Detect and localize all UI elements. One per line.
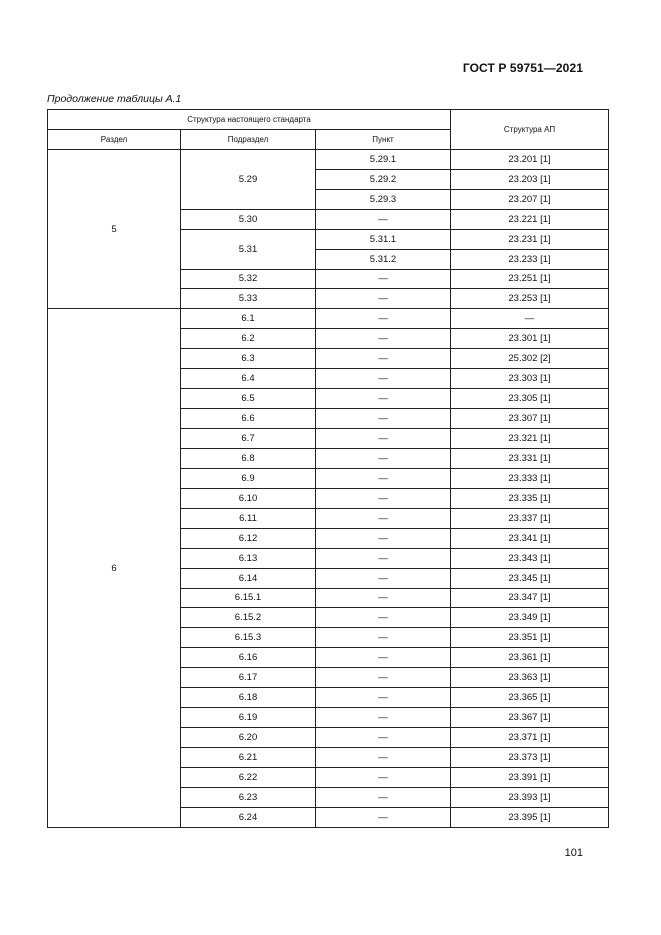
item-cell: — <box>316 448 451 468</box>
subsection-cell: 6.21 <box>181 748 316 768</box>
ap-cell: 23.203 [1] <box>451 169 609 189</box>
ap-cell: 23.365 [1] <box>451 688 609 708</box>
subsection-cell: 6.23 <box>181 787 316 807</box>
ap-cell: 23.361 [1] <box>451 648 609 668</box>
subsection-cell: 6.13 <box>181 548 316 568</box>
ap-cell: 23.251 [1] <box>451 269 609 289</box>
subsection-cell: 6.2 <box>181 329 316 349</box>
subsection-cell: 6.11 <box>181 508 316 528</box>
item-cell: — <box>316 309 451 329</box>
subsection-cell: 6.3 <box>181 349 316 369</box>
ap-cell: 23.371 [1] <box>451 728 609 748</box>
item-cell: — <box>316 767 451 787</box>
item-cell: — <box>316 588 451 608</box>
subsection-cell: 6.16 <box>181 648 316 668</box>
item-cell: — <box>316 648 451 668</box>
subsection-cell: 6.20 <box>181 728 316 748</box>
subsection-cell: 6.9 <box>181 468 316 488</box>
ap-cell: 23.335 [1] <box>451 488 609 508</box>
ap-cell: 23.305 [1] <box>451 389 609 409</box>
item-cell: 5.31.1 <box>316 229 451 249</box>
correspondence-table <box>47 109 609 828</box>
item-cell: — <box>316 409 451 429</box>
item-cell: — <box>316 488 451 508</box>
item-cell: — <box>316 269 451 289</box>
col-header-ap: Структура АП <box>451 110 609 150</box>
item-cell: — <box>316 429 451 449</box>
group-header: Структура настоящего стандарта <box>48 110 451 130</box>
item-cell: — <box>316 728 451 748</box>
ap-cell: 23.201 [1] <box>451 149 609 169</box>
item-cell: — <box>316 369 451 389</box>
item-cell: — <box>316 329 451 349</box>
ap-cell: 25.302 [2] <box>451 349 609 369</box>
ap-cell: 23.253 [1] <box>451 289 609 309</box>
table-row <box>48 309 609 329</box>
item-cell: — <box>316 528 451 548</box>
ap-cell: 23.307 [1] <box>451 409 609 429</box>
ap-cell: 23.221 [1] <box>451 209 609 229</box>
table-row <box>48 149 609 169</box>
table-caption: Продолжение таблицы А.1 <box>47 93 182 105</box>
item-cell: — <box>316 628 451 648</box>
subsection-cell: 6.12 <box>181 528 316 548</box>
item-cell: — <box>316 708 451 728</box>
ap-cell: 23.373 [1] <box>451 748 609 768</box>
ap-cell: 23.345 [1] <box>451 568 609 588</box>
subsection-cell: 6.15.2 <box>181 608 316 628</box>
ap-cell: 23.321 [1] <box>451 429 609 449</box>
subsection-cell: 6.19 <box>181 708 316 728</box>
subsection-cell: 5.29 <box>181 149 316 209</box>
subsection-cell: 6.8 <box>181 448 316 468</box>
ap-cell: 23.303 [1] <box>451 369 609 389</box>
item-cell: — <box>316 389 451 409</box>
subsection-cell: 6.15.3 <box>181 628 316 648</box>
ap-cell: 23.395 [1] <box>451 807 609 827</box>
ap-cell: 23.393 [1] <box>451 787 609 807</box>
item-cell: 5.29.2 <box>316 169 451 189</box>
item-cell: — <box>316 668 451 688</box>
section-cell: 6 <box>48 309 181 827</box>
ap-cell: 23.207 [1] <box>451 189 609 209</box>
section-cell: 5 <box>48 149 181 309</box>
subsection-cell: 6.15.1 <box>181 588 316 608</box>
subsection-cell: 6.18 <box>181 688 316 708</box>
col-header-item: Пункт <box>316 129 451 149</box>
subsection-cell: 6.14 <box>181 568 316 588</box>
ap-cell: 23.231 [1] <box>451 229 609 249</box>
subsection-cell: 5.33 <box>181 289 316 309</box>
ap-cell: 23.337 [1] <box>451 508 609 528</box>
col-header-subsection: Подраздел <box>181 129 316 149</box>
standard-code: ГОСТ Р 59751—2021 <box>462 61 583 75</box>
item-cell: — <box>316 349 451 369</box>
ap-cell: 23.391 [1] <box>451 767 609 787</box>
item-cell: — <box>316 508 451 528</box>
subsection-cell: 6.22 <box>181 767 316 787</box>
subsection-cell: 6.10 <box>181 488 316 508</box>
ap-cell: 23.331 [1] <box>451 448 609 468</box>
ap-cell: 23.347 [1] <box>451 588 609 608</box>
ap-cell: 23.363 [1] <box>451 668 609 688</box>
subsection-cell: 5.30 <box>181 209 316 229</box>
item-cell: — <box>316 608 451 628</box>
subsection-cell: 6.7 <box>181 429 316 449</box>
ap-cell: 23.343 [1] <box>451 548 609 568</box>
ap-cell: 23.233 [1] <box>451 249 609 269</box>
item-cell: 5.29.3 <box>316 189 451 209</box>
subsection-cell: 6.17 <box>181 668 316 688</box>
col-header-section: Раздел <box>48 129 181 149</box>
item-cell: — <box>316 807 451 827</box>
item-cell: — <box>316 209 451 229</box>
ap-cell: 23.333 [1] <box>451 468 609 488</box>
item-cell: — <box>316 468 451 488</box>
item-cell: 5.29.1 <box>316 149 451 169</box>
subsection-cell: 6.6 <box>181 409 316 429</box>
ap-cell: 23.367 [1] <box>451 708 609 728</box>
item-cell: — <box>316 688 451 708</box>
ap-cell: 23.301 [1] <box>451 329 609 349</box>
item-cell: — <box>316 289 451 309</box>
subsection-cell: 5.32 <box>181 269 316 289</box>
subsection-cell: 5.31 <box>181 229 316 269</box>
item-cell: — <box>316 568 451 588</box>
ap-cell: 23.341 [1] <box>451 528 609 548</box>
ap-cell: 23.351 [1] <box>451 628 609 648</box>
page-number: 101 <box>564 847 583 859</box>
item-cell: 5.31.2 <box>316 249 451 269</box>
ap-cell: — <box>451 309 609 329</box>
subsection-cell: 6.24 <box>181 807 316 827</box>
subsection-cell: 6.4 <box>181 369 316 389</box>
ap-cell: 23.349 [1] <box>451 608 609 628</box>
item-cell: — <box>316 748 451 768</box>
subsection-cell: 6.5 <box>181 389 316 409</box>
subsection-cell: 6.1 <box>181 309 316 329</box>
item-cell: — <box>316 548 451 568</box>
item-cell: — <box>316 787 451 807</box>
